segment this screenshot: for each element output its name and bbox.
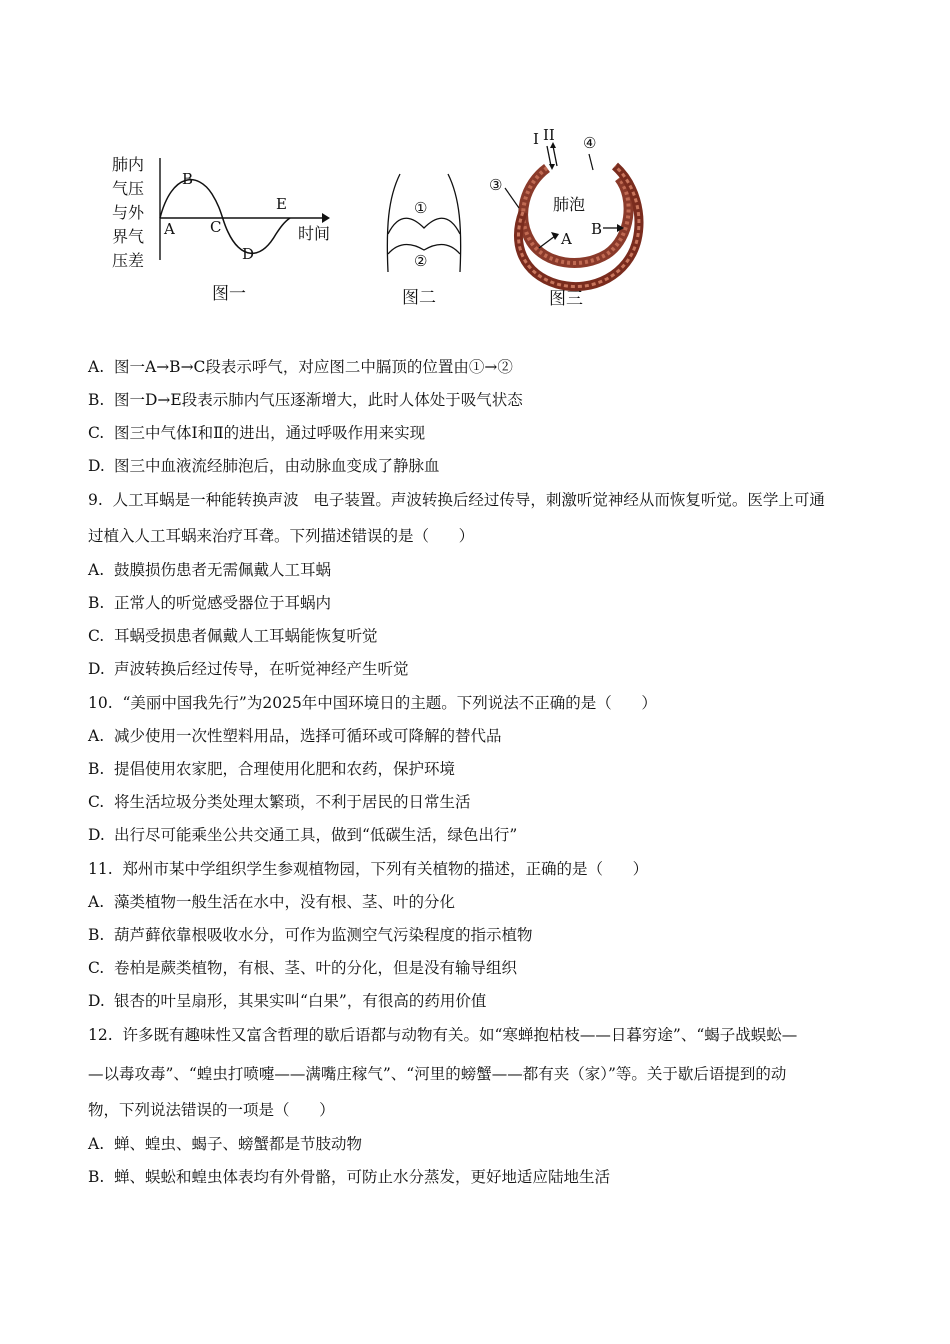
fig3-alveolus-label: 肺泡 (553, 195, 586, 214)
q12-option-a-letter: A. (88, 1135, 105, 1153)
q8-option-a (88, 357, 513, 377)
figure-2 (380, 168, 470, 313)
q9-option-b-letter: B. (88, 594, 105, 612)
q9-stem-line-1: 9. 人工耳蜗是一种能转换声波 电子装置。声波转换后经过传导，刺激听觉神经从而恢复听觉。医学上可通 (88, 491, 825, 509)
q12-stem-line-3: 物，下列说法错误的一项是（ ） (88, 1101, 335, 1119)
fig3-label-a: A (561, 230, 572, 248)
q8-option-c (88, 423, 425, 443)
q9-option-c-text: 耳蜗受损患者佩戴人工耳蜗能恢复听觉 (114, 627, 378, 645)
q8-option-d (88, 456, 440, 476)
q12-option-b (88, 1167, 610, 1187)
q10-option-b (88, 759, 455, 779)
fig3-label-b: B (591, 220, 603, 238)
fig2-mark-2: ② (414, 252, 428, 270)
q8-option-b-letter: B. (88, 391, 105, 409)
fig1-xlabel: 时间 (298, 224, 331, 243)
q9-option-b (88, 593, 331, 613)
fig3-caption: 图三 (549, 289, 583, 309)
fig3-arrow-2 (553, 146, 557, 166)
q12-option-a-text: 蝉、蝗虫、蝎子、螃蟹都是节肢动物 (114, 1135, 363, 1153)
q10-option-c-text: 将生活垃圾分类处理太繁琐，不利于居民的日常生活 (114, 793, 471, 811)
fig3-arrow-4 (589, 154, 593, 170)
fig3-arrow-1 (547, 146, 551, 166)
q12-option-b-text: 蝉、蜈蚣和蝗虫体表均有外骨骼，可防止水分蒸发，更好地适应陆地生活 (114, 1168, 611, 1186)
q11-option-a-text: 藻类植物一般生活在水中，没有根、茎、叶的分化 (114, 893, 456, 911)
q11-option-a (88, 892, 455, 912)
fig1-x-arrow (322, 213, 330, 223)
figure-1 (100, 150, 350, 310)
fig1-ylabel-2: 气压 (112, 179, 145, 198)
fig2-diaphragm-up (388, 218, 460, 234)
fig1-ylabel-3: 与外 (112, 203, 145, 222)
q8-option-a-text: 图一A→B→C段表示呼气，对应图二中膈顶的位置由①→② (114, 358, 513, 376)
q12-option-a (88, 1134, 362, 1154)
q8-option-d-letter: D. (88, 457, 105, 475)
fig1-ylabel-5: 压差 (112, 251, 145, 270)
fig1-caption: 图一 (212, 284, 246, 304)
q9-option-a (88, 560, 331, 580)
fig1-point-a: A (164, 220, 175, 238)
q9-option-a-text: 鼓膜损伤患者无需佩戴人工耳蜗 (114, 561, 332, 579)
q8-option-d-text: 图三中血液流经肺泡后，由动脉血变成了静脉血 (114, 457, 440, 475)
q11-stem: 11. 郑州市某中学组织学生参观植物园，下列有关植物的描述，正确的是（ ） (88, 860, 649, 878)
q8-option-c-text: 图三中气体Ⅰ和Ⅱ的进出，通过呼吸作用来实现 (114, 424, 426, 442)
q11-option-d-letter: D. (88, 992, 105, 1010)
fig2-mark-1: ① (414, 199, 428, 217)
q8-option-b-text: 图一D→E段表示肺内气压逐渐增大，此时人体处于吸气状态 (114, 391, 523, 409)
q11-option-d (88, 991, 486, 1011)
q9-option-a-letter: A. (88, 561, 105, 579)
fig1-curve (160, 180, 290, 254)
q9-option-c-letter: C. (88, 627, 105, 645)
q12-stem-line-1: 12. 许多既有趣味性又富含哲理的歇后语都与动物有关。如“寒蝉抱枯枝——日暮穷途”、“蝎子战蜈蚣— (88, 1026, 798, 1044)
fig3-mark-3: ③ (489, 176, 503, 194)
fig1-ylabel-1: 肺内 (112, 155, 145, 174)
q11-option-c-letter: C. (88, 959, 105, 977)
fig3-gas-1: I (533, 130, 539, 148)
q11-option-c (88, 958, 517, 978)
q9-option-d-letter: D. (88, 660, 105, 678)
fig2-caption: 图二 (402, 288, 436, 308)
figure-3 (485, 124, 645, 314)
q10-option-c (88, 792, 471, 812)
q11-option-b (88, 925, 533, 945)
fig1-point-d: D (242, 245, 255, 263)
q11-option-b-text: 葫芦藓依靠根吸收水分，可作为监测空气污染程度的指示植物 (114, 926, 533, 944)
q10-option-a-text: 减少使用一次性塑料用品，选择可循环或可降解的替代品 (114, 727, 502, 745)
q10-stem: 10. “美丽中国我先行”为2025年中国环境日的主题。下列说法不正确的是（ ） (88, 694, 657, 712)
q10-option-d (88, 825, 517, 845)
q9-option-d (88, 659, 409, 679)
figure-1-svg (100, 150, 350, 310)
q11-option-a-letter: A. (88, 893, 105, 911)
fig3-arrow-3 (505, 188, 519, 208)
q10-option-a (88, 726, 502, 746)
fig1-point-e: E (276, 195, 287, 213)
q8-option-c-letter: C. (88, 424, 105, 442)
figure-2-svg (380, 168, 470, 313)
q12-option-b-letter: B. (88, 1168, 105, 1186)
q8-option-a-letter: A. (88, 358, 105, 376)
q10-option-c-letter: C. (88, 793, 105, 811)
fig3-gas-2: II (543, 126, 555, 144)
q11-option-c-text: 卷柏是蕨类植物，有根、茎、叶的分化，但是没有输导组织 (114, 959, 518, 977)
q10-option-b-text: 提倡使用农家肥，合理使用化肥和农药，保护环境 (114, 760, 456, 778)
fig1-point-b: B (182, 170, 194, 188)
q12-stem-line-2: —以毒攻毒”、“蝗虫打喷嚏——满嘴庄稼气”、“河里的螃蟹——都有夹（家）”等。关于歇后语提到的动 (88, 1065, 787, 1083)
q9-stem-line-2: 过植入人工耳蜗来治疗耳聋。下列描述错误的是（ ） (88, 527, 475, 545)
q9-option-d-text: 声波转换后经过传导，在听觉神经产生听觉 (114, 660, 409, 678)
q10-option-a-letter: A. (88, 727, 105, 745)
q10-option-b-letter: B. (88, 760, 105, 778)
q10-option-d-letter: D. (88, 826, 105, 844)
figure-3-svg (485, 124, 645, 314)
q11-option-d-text: 银杏的叶呈扇形，其果实叫“白果”，有很高的药用价值 (114, 992, 487, 1010)
fig3-arrowhead-1 (549, 164, 555, 170)
q9-option-b-text: 正常人的听觉感受器位于耳蜗内 (114, 594, 332, 612)
fig1-ylabel-4: 界气 (112, 227, 145, 246)
q8-option-b (88, 390, 523, 410)
fig3-arrow-a (539, 236, 555, 248)
q9-option-c (88, 626, 378, 646)
q11-option-b-letter: B. (88, 926, 105, 944)
q10-option-d-text: 出行尽可能乘坐公共交通工具，做到“低碳生活，绿色出行” (114, 826, 518, 844)
fig3-mark-4: ④ (583, 134, 597, 152)
fig1-point-c: C (210, 218, 222, 236)
